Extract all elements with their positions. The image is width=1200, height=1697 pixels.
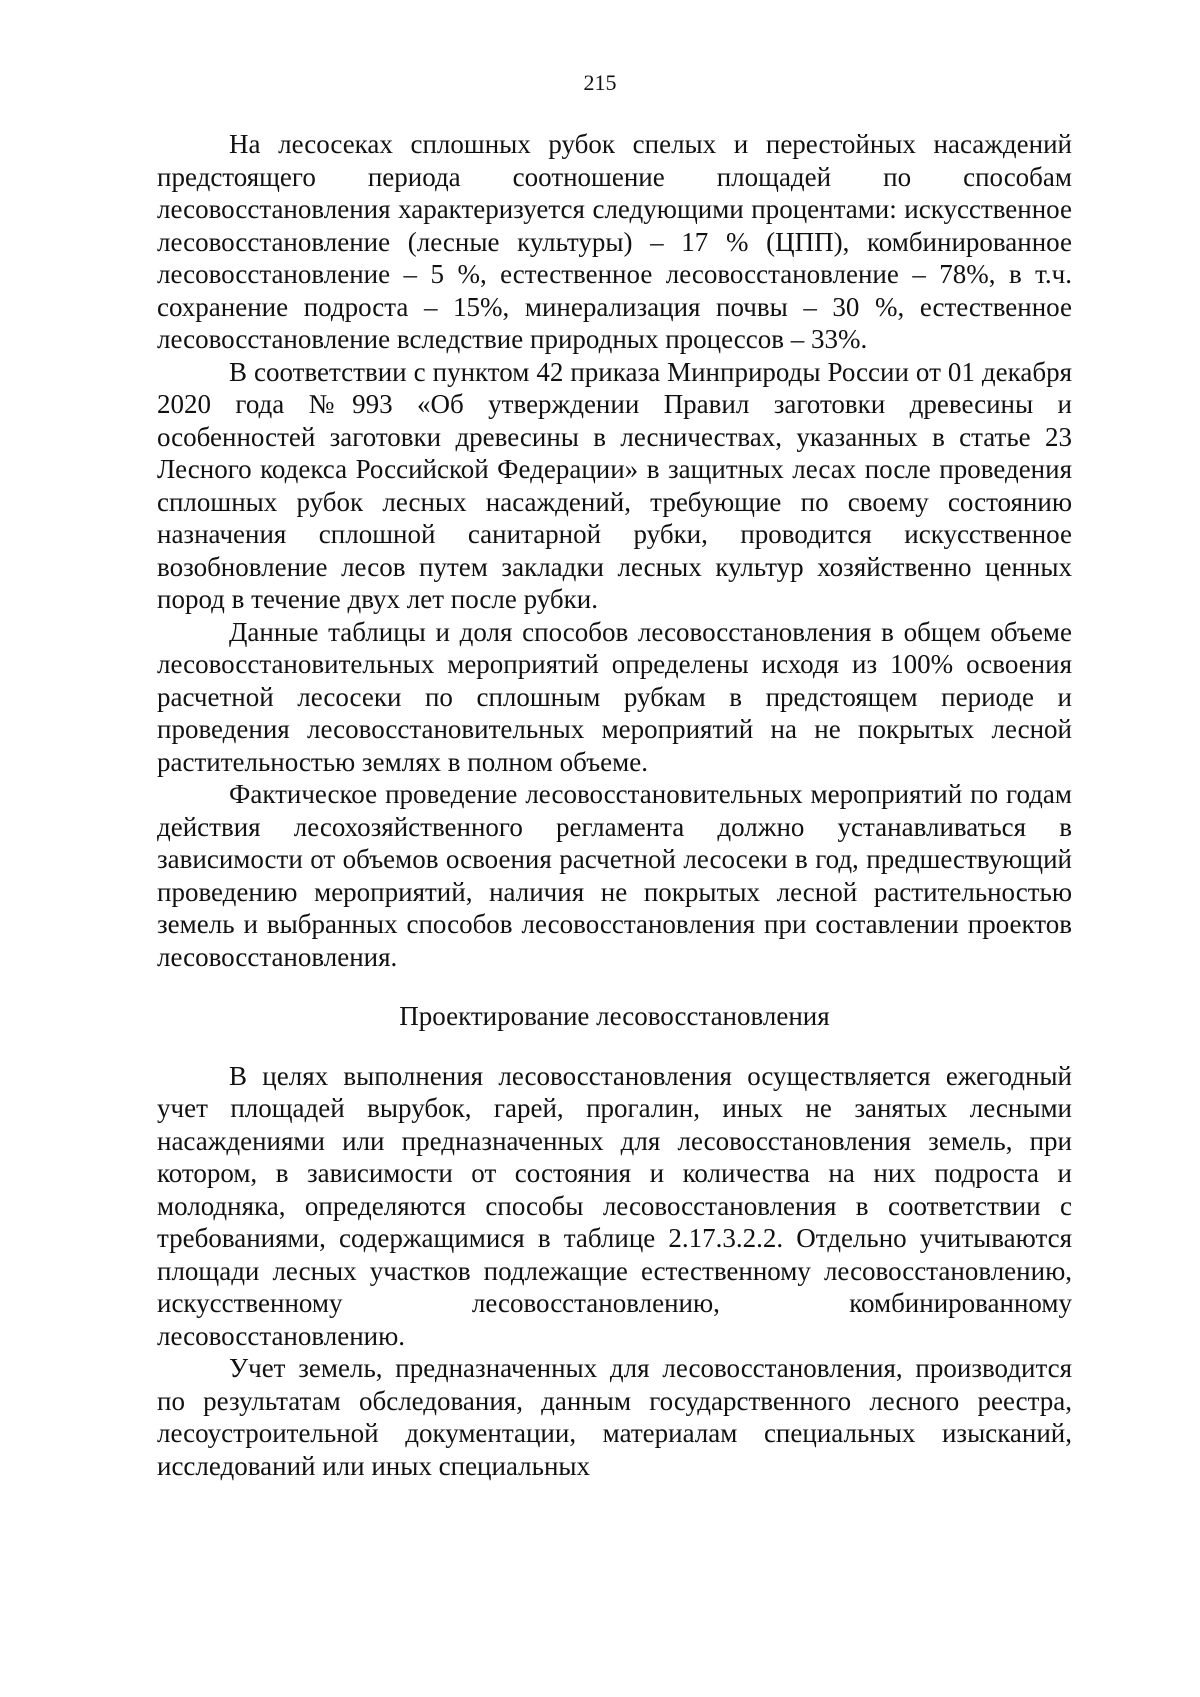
paragraph-actual-measures: Фактическое проведение лесовосстановительных мероприятий по годам действия лесохозяйственного регламента должно устанавливаться в зависимости от объемов освоения расчетной лесосеки в год, предшествующий проведению мероприятий, наличия не покрытых лесной растительностью земель и выбранных способов лесовосстановления при составлении проектов лесовосстановления. xyxy=(157,779,1072,972)
paragraph-annual-accounting: В целях выполнения лесовосстановления осуществляется ежегодный учет площадей вырубок, гарей, прогалин, иных не занятых лесными насаждениями или предназначенных для лесовосстановления земель, при котором, в зависимости от состояния и количества на них подроста и молодняка, определяются способы лесовосстановления в соответствии с требованиями, содержащимися в таблице 2.17.3.2.2. Отдельно учитываются площади лесных участков подлежащие естественному лесовосстановлению, искусственному лесовосстановлению, комбинированному лесовосстановлению. xyxy=(157,1060,1072,1351)
paragraph-table-data: Данные таблицы и доля способов лесовосстановления в общем объеме лесовосстановительных мероприятий определены исходя из 100% освоения расчетной лесосеки по сплошным рубкам в предстоящем периоде и проведения лесовосстановительных мероприятий на не покрытых лесной растительностью землях в полном объеме. xyxy=(157,616,1072,777)
section-heading: Проектирование лесовосстановления xyxy=(399,1001,830,1031)
page-number: 215 xyxy=(583,70,617,95)
paragraph-reforestation-ratio: На лесосеках сплошных рубок спелых и перестойных насаждений предстоящего периода соотношение площадей по способам лесовосстановления характеризуется следующими процентами: искусственное лесовосстановление (лесные культуры) – 17 % (ЦПП), комбинированное лесовосстановление – 5 %, естественное лесовосстановление – 78%, в т.ч. сохранение подроста – 15%, минерализация почвы – 30 %, естественное лесовосстановление вследствие природных процессов – 33%. xyxy=(157,129,1072,354)
paragraph-order-993: В соответствии с пунктом 42 приказа Минприроды России от 01 декабря 2020 года №993 «Об утверждении Правил заготовки древесины и особенностей заготовки древесины в лесничествах, указанных в статье 23 Лесного кодекса Российской Федерации» в защитных лесах после проведения сплошных рубок лесных насаждений, требующие по своему состоянию назначения сплошной санитарной рубки, проводится искусственное возобновление лесов путем закладки лесных культур хозяйственно ценных пород в течение двух лет после рубки. xyxy=(157,356,1072,614)
document-body xyxy=(157,128,1072,1482)
paragraph-land-accounting: Учет земель, предназначенных для лесовосстановления, производится по результатам обследования, данным государственного лесного реестра, лесоустроительной документации, материалам специальных изысканий, исследований или иных специальных xyxy=(157,1353,1072,1481)
